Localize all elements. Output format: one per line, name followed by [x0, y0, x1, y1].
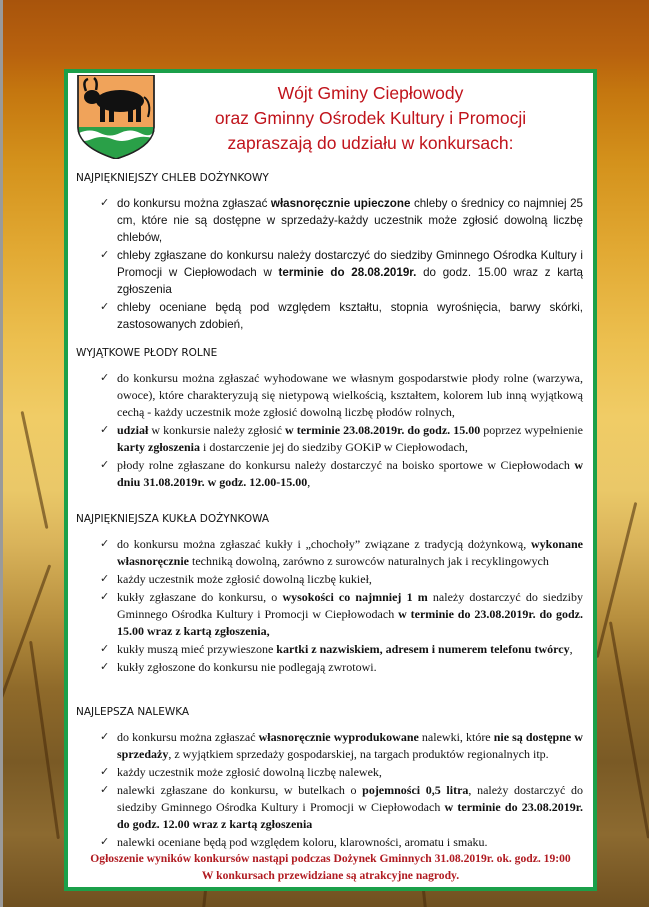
checkmark-icon: ✓	[100, 661, 110, 673]
rule-item	[76, 370, 583, 421]
rule-item	[76, 764, 583, 781]
rules-list	[76, 370, 583, 491]
title-line-1: Wójt Gminy Ciepłowody	[277, 83, 464, 103]
rule-text: do konkursu można zgłaszać	[117, 730, 259, 744]
title-line-2: oraz Gminny Ośrodek Kultury i Promocji	[214, 108, 527, 128]
rule-text: poprzez wypełnienie	[480, 423, 583, 437]
rule-item	[76, 589, 583, 640]
rule-item	[76, 782, 583, 833]
rule-item	[76, 834, 583, 851]
checkmark-icon: ✓	[100, 372, 110, 384]
rule-item	[76, 299, 583, 333]
checkmark-icon: ✓	[100, 573, 110, 585]
rule-text: płody rolne zgłaszane do konkursu należy dostarczyć na boisko sportowe w Ciepłowodach	[117, 458, 575, 472]
checkmark-icon: ✓	[100, 424, 110, 436]
bull-crest-icon	[76, 75, 156, 159]
contest-section	[76, 513, 583, 676]
rule-text: każdy uczestnik może zgłosić dowolną liczbę nalewek,	[117, 765, 382, 779]
rule-text: chleby o średnicy co najmniej 25 cm, które nie są dostępne w sprzedaży-każdy uczestnik może zgłosić dowolną liczbę chlebów,	[117, 197, 583, 244]
contest-section	[76, 172, 583, 333]
rule-text: kukły muszą mieć przywieszone	[117, 642, 277, 656]
checkmark-icon: ✓	[100, 538, 110, 550]
checkmark-icon: ✓	[100, 731, 110, 743]
rules-list	[76, 195, 583, 333]
rule-text: kukły zgłoszone do konkursu nie podlegają zwrotowi.	[117, 660, 377, 674]
rule-text: każdy uczestnik może zgłosić dowolną liczbę kukieł,	[117, 572, 372, 586]
rule-item	[76, 659, 583, 676]
rule-text: kukły zgłaszane do konkursu, o	[117, 590, 283, 604]
contest-section	[76, 347, 583, 491]
rule-text-bold: kartki z nazwiskiem, adresem i numerem telefonu twórcy	[276, 642, 570, 656]
rule-item	[76, 247, 583, 298]
rule-text: nalewki, które	[418, 730, 494, 744]
rule-text: , z wyjątkiem sprzedaży gospodarskiej, na targach produktów regionalnych itp.	[168, 747, 549, 761]
rule-text: techniką dowolną, zarówno z surowców naturalnych jak i recyklingowych	[188, 554, 549, 568]
section-heading: WYJĄTKOWE PŁODY ROLNE	[76, 347, 218, 359]
rule-text: w konkursie należy zgłosić	[148, 423, 285, 437]
rule-text-bold: własnoręcznie	[270, 197, 351, 210]
checkmark-icon: ✓	[100, 591, 110, 603]
title-line-3: zapraszają do udziału w konkursach:	[227, 133, 514, 153]
footer-line-2: W konkursach przewidziane są atrakcyjne nagrody.	[201, 869, 460, 882]
rule-text: do konkursu można zgłaszać kukły i „chochoły” związane z tradycją dożynkową,	[117, 537, 531, 551]
rule-text-bold: nie są dostępne w sprzedaży	[117, 730, 583, 761]
rule-text: , należy dostarczyć do siedziby Gminnego Ośrodka Kultury i Promocji w Ciepłowodach	[117, 783, 583, 814]
rule-text: ,	[307, 475, 311, 489]
rule-text-bold: terminie do 28.08.2019r.	[278, 266, 417, 279]
checkmark-icon: ✓	[100, 836, 110, 848]
checkmark-icon: ✓	[100, 197, 110, 209]
rule-text: chleby zgłaszane do konkursu należy dostarczyć do siedziby Gminnego Ośrodka Kultury i Promocji w Ciepłowodach w	[117, 249, 583, 279]
checkmark-icon: ✓	[100, 643, 110, 655]
checkmark-icon: ✓	[100, 249, 110, 261]
section-heading: NAJLEPSZA NALEWKA	[76, 706, 190, 718]
announcement-panel	[64, 69, 597, 891]
rule-text-bold: wykonane własnoręcznie	[117, 537, 583, 568]
contest-section	[76, 706, 583, 851]
contest-sections	[76, 172, 583, 852]
rule-text: chleby oceniane będą pod względem kształtu, stopnia wyrośnięcia, barwy skórki, zastosowanych zdobień,	[117, 301, 583, 331]
rule-text-bold: w terminie 23.08.2019r. do godz. 15.00	[285, 423, 481, 437]
checkmark-icon: ✓	[100, 301, 110, 313]
rule-item	[76, 195, 583, 246]
rule-text-bold: w dniu 31.08.2019r. w godz. 12.00-15.00	[117, 458, 583, 489]
coat-of-arms-logo	[76, 75, 156, 159]
rule-item	[76, 571, 583, 588]
rule-text-bold: udział	[117, 423, 149, 437]
rule-text: do konkursu można zgłaszać wyhodowane we własnym gospodarstwie płody rolne (warzywa, owoce), które charakteryzują się nietypową wielkością, kształtem, kolorem lub inną wyjątkową cechą - każdy uczestnik może zgłosić dowolną liczbę płodów rolnych,	[117, 371, 583, 419]
rule-text: i dostarczenie jej do siedziby GOKiP w Ciepłowodach,	[200, 440, 468, 454]
checkmark-icon: ✓	[100, 766, 110, 778]
rule-text-bold: karty zgłoszenia	[117, 440, 200, 454]
rule-item	[76, 422, 583, 456]
rule-item	[76, 641, 583, 658]
rule-text: nalewki zgłaszane do konkursu, w butelkach o	[117, 783, 363, 797]
rule-text: do godz. 15.00 wraz z kartą zgłoszenia	[117, 266, 583, 296]
rule-text-bold: pojemności 0,5 litra	[362, 783, 469, 797]
section-heading: NAJPIĘKNIEJSZY CHLEB DOŻYNKOWY	[76, 172, 269, 184]
rule-text-bold: w terminie do 23.08.2019r. do godz. 15.00 wraz z kartą zgłoszenia,	[117, 607, 583, 638]
announcement-title	[158, 81, 583, 156]
rule-text: ,	[569, 642, 573, 656]
rule-item	[76, 457, 583, 491]
rule-text: należy dostarczyć do siedziby Gminnego Ośrodka Kultury i Promocji w Ciepłowodach	[117, 590, 583, 621]
rule-text-bold: wysokości co najmniej 1 m	[282, 590, 428, 604]
rule-text-bold: upieczone	[353, 197, 411, 210]
footer-note	[68, 850, 593, 884]
rule-text-bold: własnoręcznie wyprodukowane	[258, 730, 419, 744]
rules-list	[76, 536, 583, 676]
rule-text-bold: w terminie do 23.08.2019r. do godz. 12.00 wraz z kartą zgłoszenia	[117, 800, 583, 831]
checkmark-icon: ✓	[100, 459, 110, 471]
rule-item	[76, 536, 583, 570]
rule-text: nalewki oceniane będą pod względem koloru, klarowności, aromatu i smaku.	[117, 835, 488, 849]
rule-item	[76, 729, 583, 763]
section-heading: NAJPIĘKNIEJSZA KUKŁA DOŻYNKOWA	[76, 513, 270, 525]
rule-text: do konkursu można zgłaszać	[117, 197, 271, 210]
checkmark-icon: ✓	[100, 784, 110, 796]
footer-line-1: Ogłoszenie wyników konkursów nastąpi podczas Dożynek Gminnych 31.08.2019r. ok. godz. 19:00	[90, 852, 571, 865]
rules-list	[76, 729, 583, 851]
